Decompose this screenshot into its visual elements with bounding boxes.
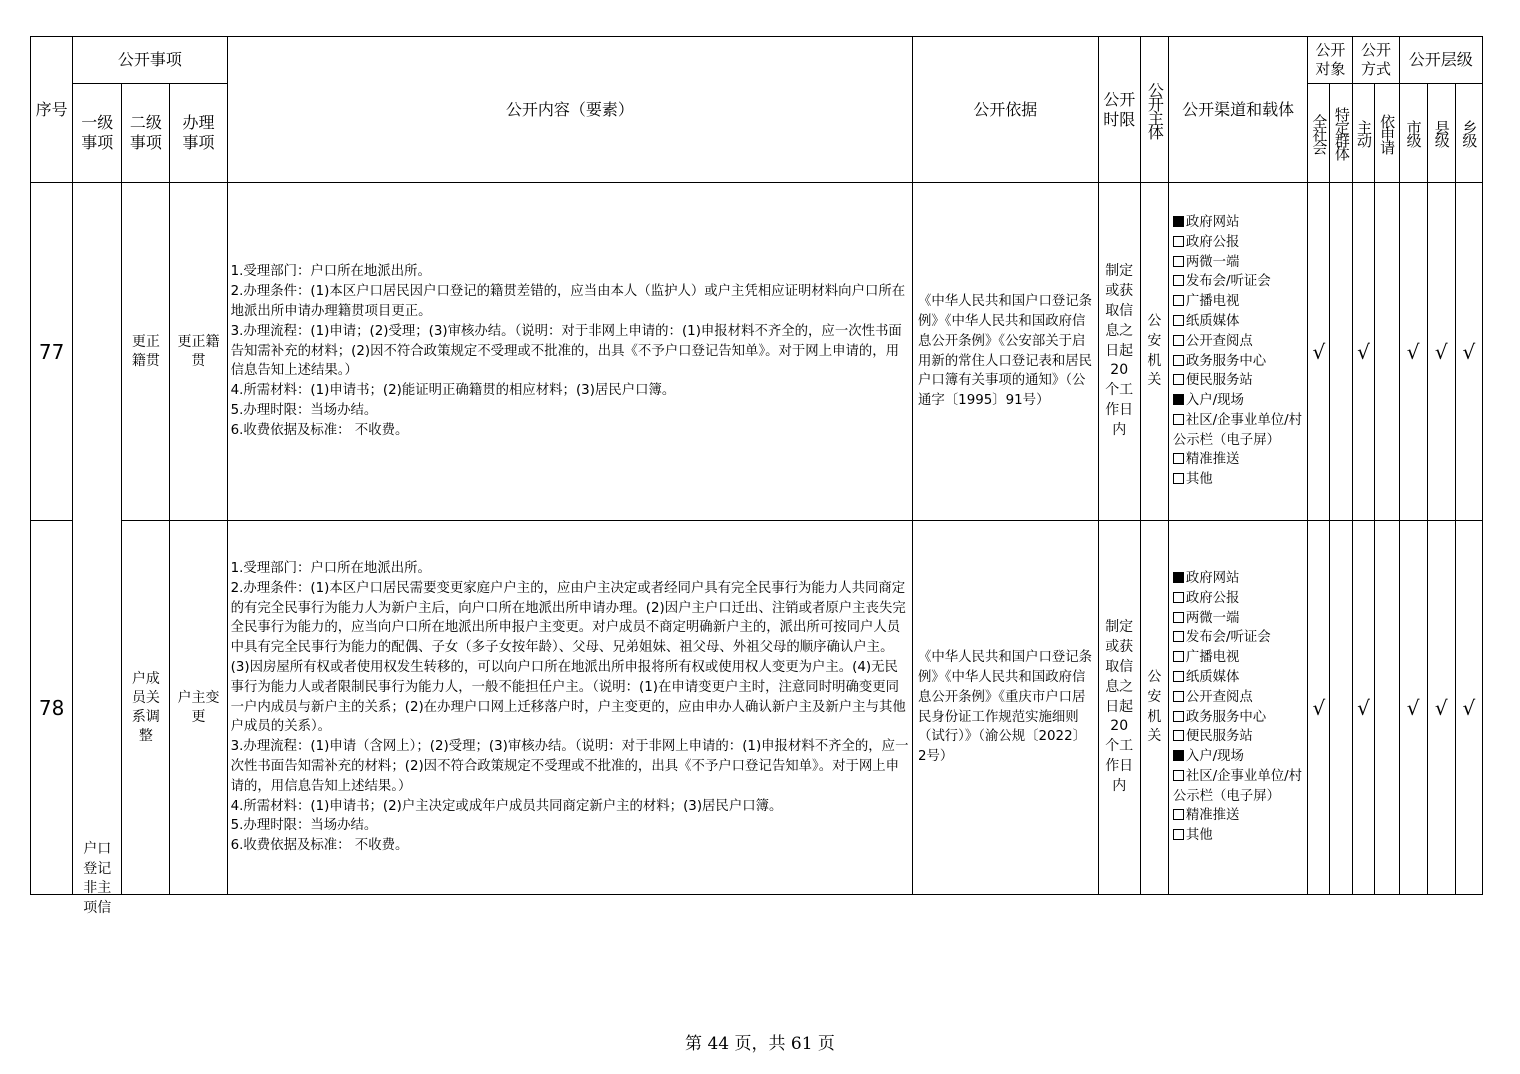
- row-handle: 户主变更: [170, 521, 227, 895]
- row-seq: 77: [31, 183, 73, 521]
- channel-label: 精准推送: [1185, 452, 1240, 468]
- unchecked-box-icon: [1173, 592, 1184, 603]
- header-seq: 序号: [31, 37, 73, 183]
- header-method: [1353, 37, 1399, 84]
- unchecked-box-icon: [1173, 829, 1184, 840]
- header-subject-text: 公开主体: [1145, 81, 1165, 138]
- header-matters: 公开事项: [73, 37, 228, 84]
- channel-label: 社区/企事业单位/村公示栏（电子屏）: [1172, 412, 1303, 448]
- mark-active: √: [1353, 521, 1374, 895]
- unchecked-box-icon: [1173, 275, 1184, 286]
- unchecked-box-icon: [1173, 453, 1184, 464]
- row-seq: 78: [31, 521, 73, 895]
- header-county-text: 县级: [1432, 120, 1451, 146]
- header-township: [1455, 84, 1482, 183]
- header-all-society: [1308, 84, 1330, 183]
- unchecked-box-icon: [1173, 770, 1184, 781]
- mark-on-request: [1374, 521, 1399, 895]
- channel-label: 公开查阅点: [1185, 333, 1253, 349]
- header-city-text: 市级: [1404, 120, 1423, 146]
- channel-label: 便民服务站: [1185, 373, 1253, 389]
- row-basis: 《中华人民共和国户口登记条例》《中华人民共和国政府信息公开条例》《重庆市户口居民身份证工作规范实施细则（试行）》（渝公规〔2022〕2号）: [913, 521, 1099, 895]
- channel-label: 入户/现场: [1185, 749, 1244, 765]
- content-line: 3.办理流程：(1)申请；(2)受理；(3)审核办结。（说明：对于非网上申请的：(1)申报材料不齐全的，应一次性书面告知需补充的材料；(2)因不符合政策规定不受理或不批准的，出具《不予户口登记告知单》。对于网上申请的，用信息告知上述结果。）: [230, 323, 902, 379]
- header-channels: 公开渠道和载体: [1168, 37, 1307, 183]
- channel-label: 政务服务中心: [1185, 709, 1267, 725]
- mark-city: √: [1399, 521, 1427, 895]
- row-basis: 《中华人民共和国户口登记条例》《中华人民共和国政府信息公开条例》《公安部关于启用新的常住人口登记表和居民户口簿有关事项的通知》（公通字〔1995〕91号）: [913, 183, 1099, 521]
- content-line: 1.受理部门：户口所在地派出所。: [230, 264, 431, 280]
- unchecked-box-icon: [1173, 671, 1184, 682]
- unchecked-box-icon: [1173, 236, 1184, 247]
- header-county: [1427, 84, 1455, 183]
- checked-box-icon: [1173, 394, 1184, 405]
- row-level2: 更正籍贯: [122, 183, 170, 521]
- unchecked-box-icon: [1173, 631, 1184, 642]
- channel-item: [1173, 668, 1303, 688]
- header-content: 公开内容（要素）: [227, 37, 912, 183]
- header-handle-line1: 办理: [182, 113, 215, 132]
- channel-label: 纸质媒体: [1185, 669, 1240, 685]
- header-level2: [122, 84, 170, 183]
- header-level: 公开层级: [1399, 37, 1482, 84]
- row-level2: 户成员关系调整: [122, 521, 170, 895]
- mark-specific-group: [1330, 521, 1353, 895]
- channel-label: 政府公报: [1185, 590, 1240, 606]
- level1-item-line: 项信: [83, 899, 112, 916]
- content-line: 4.所需材料：(1)申请书；(2)户主决定或成年户成员共同商定新户主的材料；(3)居民户口簿。: [230, 798, 783, 814]
- channel-item: [1173, 589, 1303, 609]
- row-channels: [1168, 521, 1307, 895]
- unchecked-box-icon: [1173, 651, 1184, 662]
- table-row: [31, 183, 1483, 521]
- channel-label: 公开查阅点: [1185, 689, 1253, 705]
- header-subject: [1140, 37, 1168, 183]
- level1-item: [82, 840, 112, 918]
- channel-item: [1173, 569, 1303, 589]
- mark-county: √: [1427, 521, 1455, 895]
- channel-item: [1173, 470, 1303, 490]
- content-line: 6.收费依据及标准： 不收费。: [230, 422, 409, 438]
- row-subject: 公安机关: [1140, 521, 1168, 895]
- header-city: [1399, 84, 1427, 183]
- content-line: 2.办理条件：(1)本区户口居民需要变更家庭户户主的，应由户主决定或者经同户具有完全民事行为能力人共同商定的有完全民事行为能力人为新户主后，向户口所在地派出所申请办理。(2)因户主户口迁出、注销或者原户主丧失完全民事行为能力的，应当向户口所在地派出所申报户主变更。对户成员不商定明确新户主的，派出所可按同户人员中具有完全民事行为能力的配偶、子女（多子女按年龄）、父母、兄弟姐妹、祖父母、外祖父母的顺序确认户主。(3)因房屋所有权或者使用权发生转移的，可以向户口所在地派出所申报将所有权或使用权人变更为户主。(4)无民事行为能力人或者限制民事行为能力人，一般不能担任户主。（说明：(1)在申请变更户主时，注意同时明确变更同一户内成员与新户主的关系；(2)在办理户口网上迁移落户时，户主变更的，应由申办人确认新户主及新户主与其他户成员的关系）。: [230, 580, 906, 735]
- channel-label: 政府网站: [1185, 214, 1240, 230]
- header-on-request: [1374, 84, 1399, 183]
- channel-label: 便民服务站: [1185, 729, 1253, 745]
- checked-box-icon: [1173, 572, 1184, 583]
- channel-item: [1173, 767, 1303, 807]
- channel-item: [1173, 272, 1303, 292]
- channel-item: [1173, 648, 1303, 668]
- channel-item: [1173, 609, 1303, 629]
- header-basis: 公开依据: [913, 37, 1099, 183]
- checked-box-icon: [1173, 750, 1184, 761]
- content-line: 4.所需材料：(1)申请书；(2)能证明正确籍贯的相应材料；(3)居民户口簿。: [230, 383, 676, 399]
- level1-item-cell: [73, 183, 122, 916]
- unchecked-box-icon: [1173, 374, 1184, 385]
- channel-item: [1173, 213, 1303, 233]
- header-active-text: 主动: [1355, 120, 1373, 146]
- row-channels: [1168, 183, 1307, 521]
- channel-item: [1173, 411, 1303, 451]
- unchecked-box-icon: [1173, 335, 1184, 346]
- channel-item: [1173, 292, 1303, 312]
- channel-item: [1173, 628, 1303, 648]
- header-township-text: 乡级: [1460, 120, 1479, 146]
- content-line: 5.办理时限：当场办结。: [230, 818, 378, 834]
- mark-specific-group: [1330, 183, 1353, 521]
- header-level1-line1: 一级: [81, 113, 114, 132]
- unchecked-box-icon: [1173, 315, 1184, 326]
- channel-item: [1173, 253, 1303, 273]
- channel-label: 社区/企事业单位/村公示栏（电子屏）: [1172, 768, 1303, 804]
- channel-item: [1173, 727, 1303, 747]
- row-content: [227, 183, 912, 521]
- header-method-text: 公开方式: [1361, 41, 1392, 78]
- mark-active: √: [1353, 183, 1374, 521]
- header-on-request-text: 依申请: [1378, 113, 1397, 153]
- channel-item: [1173, 747, 1303, 767]
- content-line: 3.办理流程：(1)申请（含网上）；(2)受理；(3)审核办结。（说明：对于非网上申请的：(1)申报材料不齐全的，应一次性书面告知需补充的材料；(2)因不符合政策规定不受理或不批准的，出具《不予户口登记告知单》。对于网上申请的，用信息告知上述结果。）: [230, 739, 909, 794]
- unchecked-box-icon: [1173, 256, 1184, 267]
- channel-item: [1173, 450, 1303, 470]
- content-line: 2.办理条件：(1)本区户口居民因户口登记的籍贯差错的，应当由本人（监护人）或户主凭相应证明材料向户口所在地派出所申请办理籍贯项目更正。: [230, 284, 906, 319]
- channel-item: [1173, 688, 1303, 708]
- channel-label: 广播电视: [1185, 294, 1240, 310]
- header-level1-line2: 事项: [81, 133, 114, 152]
- channel-label: 其他: [1185, 828, 1213, 844]
- channel-item: [1173, 371, 1303, 391]
- unchecked-box-icon: [1173, 809, 1184, 820]
- channel-item: [1173, 806, 1303, 826]
- channel-item: [1173, 352, 1303, 372]
- row-subject: 公安机关: [1140, 183, 1168, 521]
- channel-item: [1173, 332, 1303, 352]
- channel-item: [1173, 826, 1303, 846]
- unchecked-box-icon: [1173, 414, 1184, 425]
- row-time-limit: 制定或获取信息之日起20个工作日内: [1098, 521, 1140, 895]
- channel-label: 广播电视: [1185, 650, 1240, 666]
- channel-item: [1173, 391, 1303, 411]
- unchecked-box-icon: [1173, 711, 1184, 722]
- mark-county: √: [1427, 183, 1455, 521]
- unchecked-box-icon: [1173, 612, 1184, 623]
- channel-label: 精准推送: [1185, 808, 1240, 824]
- header-active: [1353, 84, 1374, 183]
- content-line: 6.收费依据及标准： 不收费。: [230, 838, 409, 854]
- channel-item: [1173, 233, 1303, 253]
- mark-all-society: √: [1308, 521, 1330, 895]
- header-target-text: 公开对象: [1315, 41, 1346, 78]
- header-time-limit: [1098, 37, 1140, 183]
- row-handle: 更正籍贯: [170, 183, 227, 521]
- header-all-society-text: 全社会: [1310, 113, 1329, 153]
- mark-on-request: [1374, 183, 1399, 521]
- unchecked-box-icon: [1173, 295, 1184, 306]
- header-specific-group: [1330, 84, 1353, 183]
- header-level2-line1: 二级: [129, 113, 162, 132]
- channel-label: 政府公报: [1185, 234, 1240, 250]
- unchecked-box-icon: [1173, 730, 1184, 741]
- unchecked-box-icon: [1173, 691, 1184, 702]
- channel-label: 其他: [1185, 472, 1213, 488]
- channel-label: 两微一端: [1185, 254, 1240, 270]
- channel-item: [1173, 312, 1303, 332]
- channel-item: [1173, 708, 1303, 728]
- channel-label: 入户/现场: [1185, 393, 1244, 409]
- row-content: [227, 521, 912, 895]
- header-time-limit-line2: 时限: [1103, 109, 1136, 129]
- disclosure-table: [30, 36, 1483, 916]
- checked-box-icon: [1173, 216, 1184, 227]
- channel-label: 两微一端: [1185, 610, 1240, 626]
- channel-label: 政府网站: [1185, 570, 1240, 586]
- page-footer: 第 44 页，共 61 页: [685, 1034, 835, 1054]
- header-level1: [73, 84, 122, 183]
- channel-label: 政务服务中心: [1185, 353, 1267, 369]
- header-handle: [170, 84, 227, 183]
- unchecked-box-icon: [1173, 473, 1184, 484]
- header-handle-line2: 事项: [182, 133, 215, 152]
- level1-item-line: 登记: [83, 860, 112, 877]
- content-line: 1.受理部门：户口所在地派出所。: [230, 561, 431, 577]
- header-target: [1308, 37, 1353, 84]
- channel-label: 纸质媒体: [1185, 313, 1240, 329]
- content-line: 5.办理时限：当场办结。: [230, 402, 378, 418]
- level1-item-line: 非主: [83, 880, 112, 896]
- level1-item-line: 户口: [83, 841, 112, 857]
- channel-label: 发布会/听证会: [1185, 274, 1271, 290]
- header-time-limit-line1: 公开: [1103, 89, 1136, 109]
- header-specific-group-text: 特定群体: [1332, 107, 1351, 159]
- mark-all-society: √: [1308, 183, 1330, 521]
- row-time-limit: 制定或获取信息之日起20个工作日内: [1098, 183, 1140, 521]
- mark-township: √: [1455, 521, 1482, 895]
- mark-township: √: [1455, 183, 1482, 521]
- table-row: [31, 521, 1483, 895]
- unchecked-box-icon: [1173, 355, 1184, 366]
- mark-city: √: [1399, 183, 1427, 521]
- channel-label: 发布会/听证会: [1185, 630, 1271, 646]
- header-level2-line2: 事项: [129, 133, 162, 152]
